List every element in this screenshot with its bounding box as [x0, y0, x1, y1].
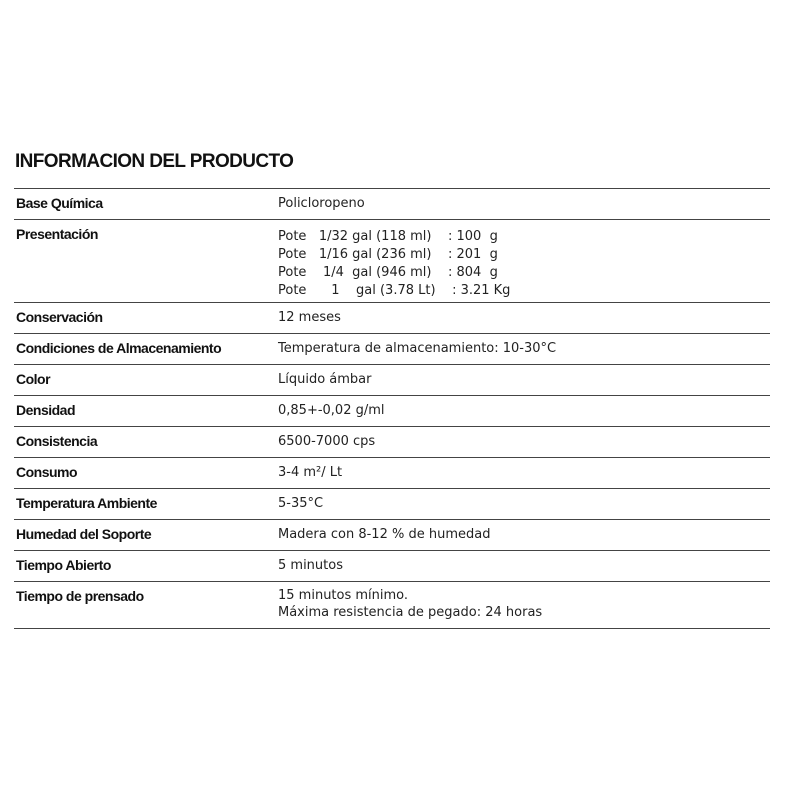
spec-value-line: 0,85+-0,02 g/ml — [278, 403, 385, 418]
spec-value — [278, 489, 770, 519]
spec-value-line: Máxima resistencia de pegado: 24 horas — [278, 605, 543, 620]
spec-row-densidad — [14, 396, 770, 427]
spec-row-presentacion — [14, 220, 770, 303]
spec-row-humedad-soporte — [14, 520, 770, 551]
spec-row-tiempo-abierto — [14, 551, 770, 582]
spec-label: Temperatura Ambiente — [16, 495, 157, 511]
spec-label: Consumo — [16, 464, 78, 480]
spec-value — [278, 520, 770, 550]
spec-value-line: Pote 1 gal (3.78 Lt) : 3.21 Kg — [278, 283, 511, 298]
spec-value — [278, 396, 770, 426]
spec-value — [278, 458, 770, 488]
spec-value-line: Policloropeno — [278, 196, 365, 211]
spec-row-color — [14, 365, 770, 396]
spec-row-consumo — [14, 458, 770, 489]
spec-value-line: Pote 1/16 gal (236 ml) : 201 g — [278, 247, 498, 262]
spec-label: Base Química — [16, 195, 103, 211]
spec-value-line: Madera con 8-12 % de humedad — [278, 527, 491, 542]
spec-value — [278, 220, 770, 302]
spec-label: Presentación — [16, 226, 98, 242]
spec-value-line: 15 minutos mínimo. — [278, 588, 409, 603]
spec-value — [278, 189, 770, 219]
spec-value-line: Pote 1/32 gal (118 ml) : 100 g — [278, 229, 498, 244]
spec-value — [278, 303, 770, 333]
spec-value — [278, 365, 770, 395]
spec-value-line: Temperatura de almacenamiento: 10-30°C — [278, 341, 557, 356]
spec-row-base-quimica — [14, 189, 770, 220]
spec-value-line: 5-35°C — [278, 496, 324, 511]
spec-value — [278, 551, 770, 581]
spec-row-conservacion — [14, 303, 770, 334]
product-spec-table — [14, 188, 770, 629]
spec-row-condiciones-almacenamiento — [14, 334, 770, 365]
spec-label: Tiempo de prensado — [16, 588, 144, 604]
spec-label: Tiempo Abierto — [16, 557, 111, 573]
spec-value-line: 5 minutos — [278, 558, 343, 573]
spec-label: Humedad del Soporte — [16, 526, 152, 542]
spec-label: Color — [16, 371, 51, 387]
spec-value-line: Pote 1/4 gal (946 ml) : 804 g — [278, 265, 498, 280]
spec-label: Consistencia — [16, 433, 98, 449]
spec-row-consistencia — [14, 427, 770, 458]
spec-value — [278, 582, 770, 628]
spec-value — [278, 334, 770, 364]
spec-row-temperatura-ambiente — [14, 489, 770, 520]
spec-label: Conservación — [16, 309, 103, 325]
spec-value-line: 12 meses — [278, 310, 341, 325]
spec-value-line: Líquido ámbar — [278, 372, 372, 387]
spec-value — [278, 427, 770, 457]
section-title: INFORMACION DEL PRODUCTO — [15, 151, 294, 172]
spec-value-line: 6500-7000 cps — [278, 434, 376, 449]
spec-value-line: 3-4 m²/ Lt — [278, 465, 343, 480]
spec-label: Densidad — [16, 402, 76, 418]
spec-label: Condiciones de Almacenamiento — [16, 340, 222, 356]
spec-row-tiempo-prensado — [14, 582, 770, 629]
